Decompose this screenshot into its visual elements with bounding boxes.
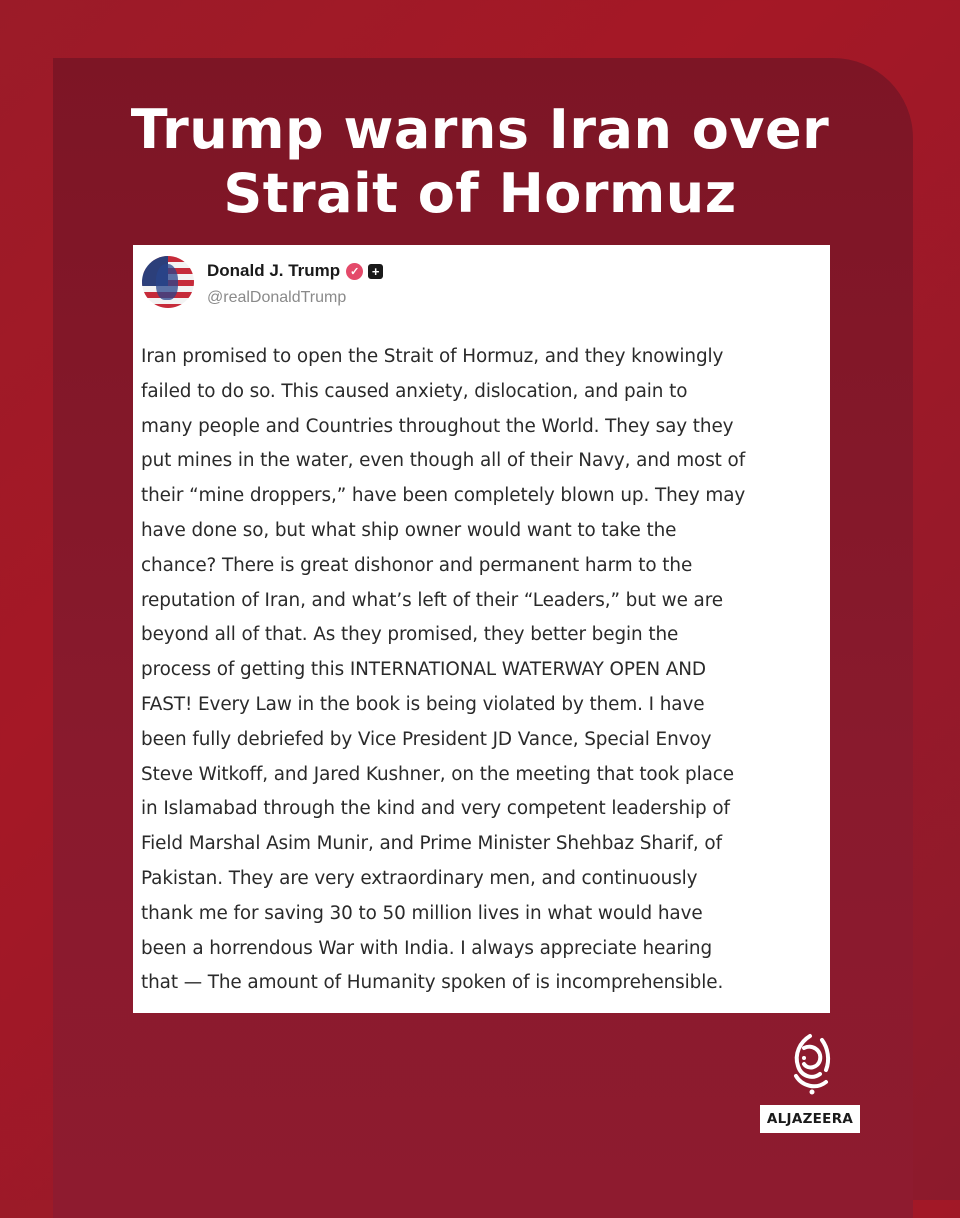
post-line: FAST! Every Law in the book is being violated by them. I have (141, 693, 705, 715)
post-line: been a horrendous War with India. I always appreciate hearing (141, 937, 713, 959)
post-line: put mines in the water, even though all of their Navy, and most of (141, 450, 746, 472)
aljazeera-calligraphy-icon (782, 1032, 838, 1096)
headline (60, 98, 900, 226)
post-line: thank me for saving 30 to 50 million lives in what would have (141, 902, 703, 924)
post-line: Field Marshal Asim Munir, and Prime Minister Shehbaz Sharif, of (141, 833, 722, 855)
post-line: in Islamabad through the kind and very competent leadership of (141, 798, 730, 820)
avatar[interactable] (142, 256, 194, 308)
post-line: reputation of Iran, and what’s left of their “Leaders,” but we are (141, 589, 723, 611)
headline-line-2: Strait of Hormuz (223, 162, 737, 225)
post-line: Pakistan. They are very extraordinary men, and continuously (141, 867, 698, 889)
headline-line-1: Trump warns Iran over (130, 98, 830, 161)
post-line: process of getting this INTERNATIONAL WATERWAY OPEN AND (141, 659, 706, 681)
author-row (207, 261, 383, 281)
post-line: failed to do so. This caused anxiety, dislocation, and pain to (141, 380, 688, 402)
author-handle[interactable]: @realDonaldTrump (207, 289, 347, 306)
post-line: chance? There is great dishonor and permanent harm to the (141, 554, 693, 576)
post-line: that — The amount of Humanity spoken of is incomprehensible. (141, 972, 724, 994)
post-line: Iran promised to open the Strait of Hormuz, and they knowingly (141, 346, 724, 367)
aljazeera-logo (760, 1032, 860, 1134)
aljazeera-wordmark: ALJAZEERA (760, 1105, 860, 1133)
post-card (133, 245, 830, 1013)
post-line: many people and Countries throughout the World. They say they (141, 415, 734, 437)
post-body (141, 340, 831, 1001)
post-line: have done so, but what ship owner would want to take the (141, 519, 677, 541)
verified-badge-icon: ✓ (346, 263, 363, 280)
author-name[interactable]: Donald J. Trump (207, 261, 341, 280)
post-line: Steve Witkoff, and Jared Kushner, on the meeting that took place (141, 763, 735, 785)
plus-icon[interactable]: + (368, 264, 383, 279)
post-line: their “mine droppers,” have been completely blown up. They may (141, 485, 746, 507)
avatar-face (156, 264, 178, 300)
post-line: been fully debriefed by Vice President JD Vance, Special Envoy (141, 728, 712, 750)
post-line: beyond all of that. As they promised, they better begin the (141, 624, 679, 646)
